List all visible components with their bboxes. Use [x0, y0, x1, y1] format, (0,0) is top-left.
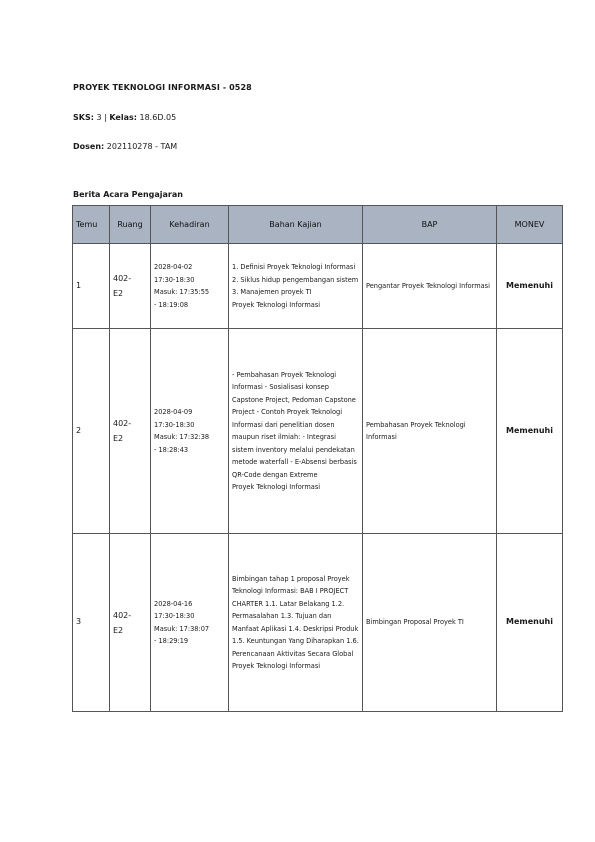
cell-bap: Pembahasan Proyek Teknologi Informasi	[363, 329, 497, 534]
cell-ruang: 402- E2	[110, 244, 151, 329]
sks-value: 3	[96, 113, 102, 122]
cell-monev: Memenuhi	[497, 329, 563, 534]
separator: |	[104, 113, 107, 122]
cell-bap: Bimbingan Proposal Proyek TI	[363, 534, 497, 712]
dosen-label: Dosen:	[73, 142, 105, 151]
cell-ruang: 402- E2	[110, 329, 151, 534]
kelas-label: Kelas:	[109, 113, 137, 122]
cell-ruang: 402- E2	[110, 534, 151, 712]
bap-table	[72, 205, 563, 712]
cell-kehadiran: 2028-04-16 17:30-18:30 Masuk: 17:38:07 - 18:29:19	[151, 534, 229, 712]
sks-kelas-line	[73, 113, 176, 122]
col-header-kehadiran: Kehadiran	[151, 206, 229, 244]
section-title: Berita Acara Pengajaran	[73, 190, 183, 199]
cell-bahan-kajian: - Pembahasan Proyek Teknologi Informasi - Sosialisasi konsep Capstone Project, Pedoman Capstone Project - Contoh Proyek Teknologi Informasi dari penelitian dosen maupun riset ilmiah: - Integrasi sistem inventory melalui pendekatan metode waterfall - E-Absensi berbasis QR-Code dengan Extreme Proyek Teknologi Informasi	[229, 329, 363, 534]
sks-label: SKS:	[73, 113, 94, 122]
col-header-temu: Temu	[73, 206, 110, 244]
cell-bahan-kajian: Bimbingan tahap 1 proposal Proyek Teknologi Informasi: BAB I PROJECT CHARTER 1.1. Latar Belakang 1.2. Permasalahan 1.3. Tujuan dan Manfaat Aplikasi 1.4. Deskripsi Produk 1.5. Keuntungan Yang Diharapkan 1.6. Perencanaan Aktivitas Secara Global Proyek Teknologi Informasi	[229, 534, 363, 712]
table-row	[73, 329, 563, 534]
table-row	[73, 244, 563, 329]
cell-monev: Memenuhi	[497, 244, 563, 329]
col-header-ruang: Ruang	[110, 206, 151, 244]
col-header-bap: BAP	[363, 206, 497, 244]
cell-bahan-kajian: 1. Definisi Proyek Teknologi Informasi 2. Siklus hidup pengembangan sistem 3. Manajemen proyek TI Proyek Teknologi Informasi	[229, 244, 363, 329]
table-header-row	[73, 206, 563, 244]
course-title: PROYEK TEKNOLOGI INFORMASI - 0528	[73, 83, 252, 92]
cell-kehadiran: 2028-04-02 17:30-18:30 Masuk: 17:35:55 - 18:19:08	[151, 244, 229, 329]
col-header-monev: MONEV	[497, 206, 563, 244]
cell-temu: 1	[73, 244, 110, 329]
cell-kehadiran: 2028-04-09 17:30-18:30 Masuk: 17:32:38 - 18:28:43	[151, 329, 229, 534]
cell-monev: Memenuhi	[497, 534, 563, 712]
table-row	[73, 534, 563, 712]
dosen-value: 202110278 - TAM	[106, 142, 178, 151]
kelas-value: 18.6D.05	[139, 113, 177, 122]
col-header-bahan-kajian: Bahan Kajian	[229, 206, 363, 244]
dosen-line	[73, 142, 177, 151]
cell-temu: 3	[73, 534, 110, 712]
cell-bap: Pengantar Proyek Teknologi Informasi	[363, 244, 497, 329]
cell-temu: 2	[73, 329, 110, 534]
